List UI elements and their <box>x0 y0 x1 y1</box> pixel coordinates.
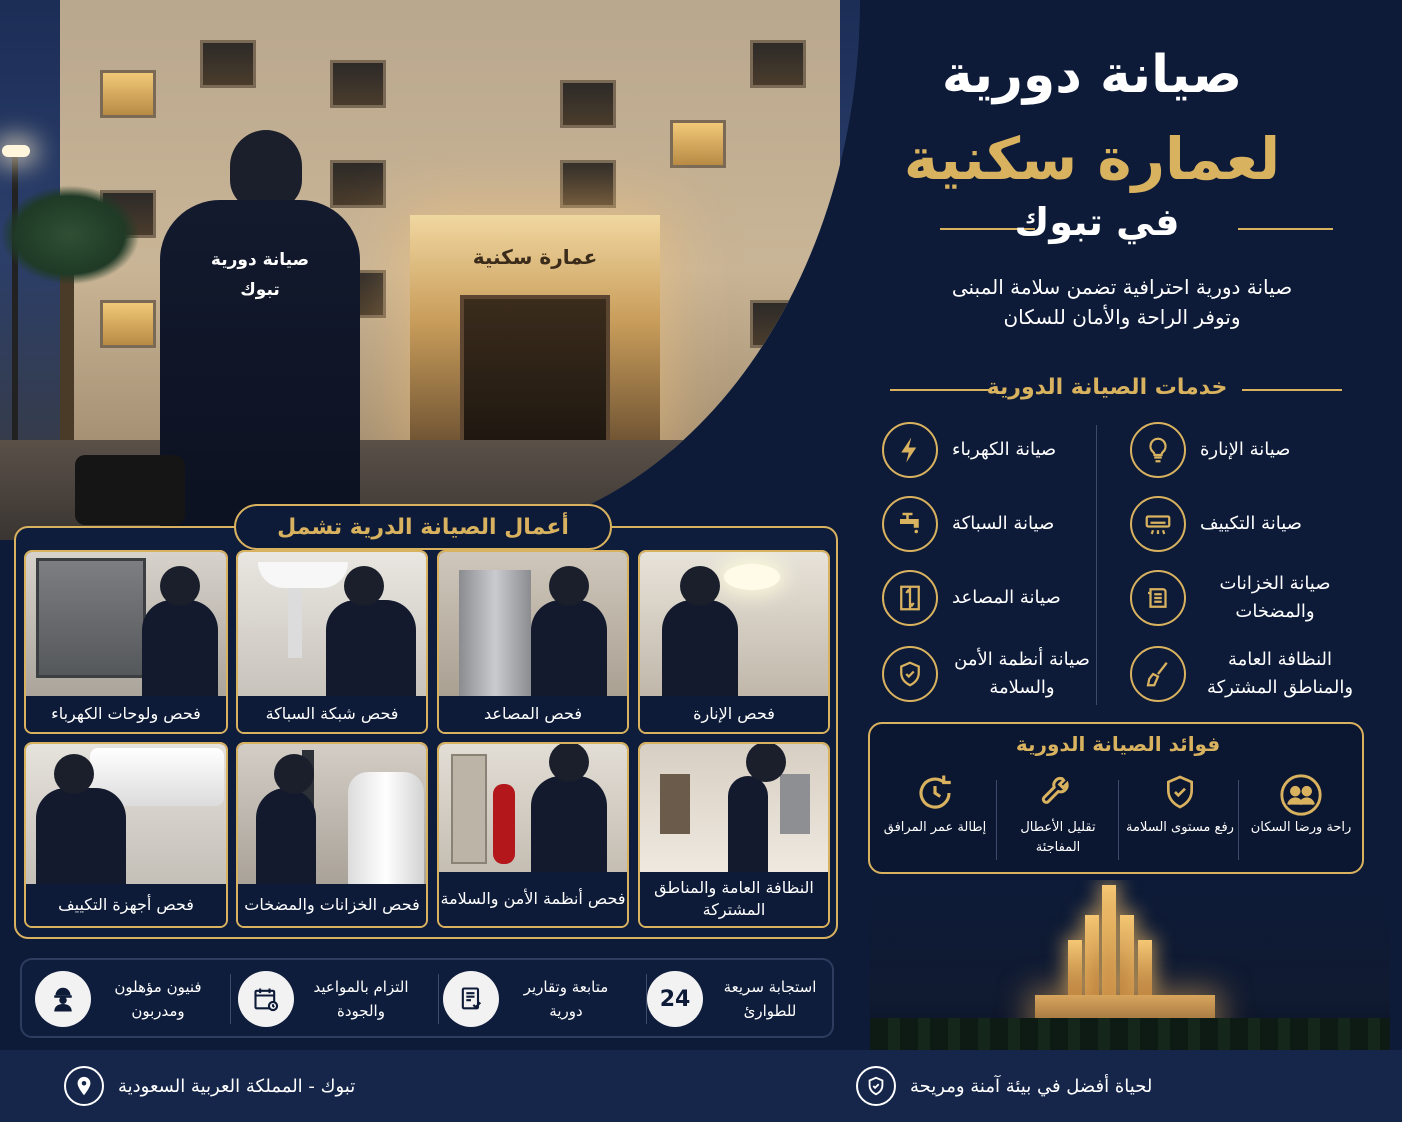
features-bar <box>20 958 834 1038</box>
works-title: أعمال الصيانة الدرية تشمل <box>234 504 612 550</box>
service-label: صيانة أنظمة الأمن والسلامة <box>954 649 1090 698</box>
shirt-line-2: تبوك <box>240 280 280 300</box>
shield-check-icon <box>882 646 938 702</box>
work-photo <box>640 744 828 876</box>
elevator-door <box>459 570 531 700</box>
footer <box>0 1050 1402 1122</box>
palm-tree-line <box>870 1018 1390 1050</box>
work-photo <box>640 552 828 700</box>
entrance-door <box>460 295 610 450</box>
building-window <box>670 120 726 168</box>
service-electricity <box>882 418 1117 482</box>
benefit-fewer-breakdowns <box>1003 772 1113 858</box>
tool-bag <box>75 455 185 525</box>
clock-refresh-icon <box>880 772 990 818</box>
feature-label: التزام بالمواعيد والجودة <box>313 978 409 1020</box>
palm-tree-leaves <box>0 185 140 285</box>
work-photo <box>439 552 627 700</box>
service-tanks <box>1130 566 1365 630</box>
shield-check-icon <box>1125 772 1235 818</box>
service-plumbing <box>882 492 1117 556</box>
24-hours-text: 24 <box>659 986 691 1012</box>
building-window <box>100 70 156 118</box>
benefits-box <box>868 722 1364 874</box>
service-label: صيانة الكهرباء <box>952 439 1057 460</box>
service-elevators <box>882 566 1117 630</box>
work-tile-electrical-panels <box>24 550 228 734</box>
building-window <box>200 40 256 88</box>
report-icon <box>443 971 499 1027</box>
hallway-door <box>660 774 690 834</box>
location-text: تبوك - المملكة العربية السعودية <box>118 1075 356 1097</box>
service-label: صيانة التكييف <box>1200 513 1302 534</box>
subtitle-line-2: وتوفر الراحة والأمان للسكان <box>1003 305 1241 329</box>
street-lamp-light <box>2 145 30 157</box>
minaret <box>1102 885 1116 995</box>
feature-technicians <box>24 960 224 1038</box>
calendar-icon <box>238 971 294 1027</box>
service-label: صيانة المصاعد <box>952 587 1061 608</box>
night-mosque-image <box>870 880 1390 1050</box>
work-photo <box>238 552 426 700</box>
feature-separator <box>230 974 231 1024</box>
building-window <box>750 40 806 88</box>
tagline-text: لحياة أفضل في بيئة آمنة ومريحة <box>910 1075 1153 1097</box>
fire-cabinet <box>451 754 487 864</box>
shirt-text <box>180 245 340 305</box>
benefit-separator <box>996 780 997 860</box>
benefits-title: فوائد الصيانة الدورية <box>1015 732 1221 756</box>
air-conditioner-icon <box>1130 496 1186 552</box>
benefit-longer-life <box>880 772 990 838</box>
work-tile-plumbing <box>236 550 428 734</box>
work-caption: فحص المصاعد <box>439 696 627 732</box>
benefit-label: رفع مستوى السلامة <box>1126 820 1234 835</box>
title-line-3: في تبوك <box>1014 200 1180 244</box>
work-caption: فحص أجهزة التكييف <box>26 884 226 926</box>
sink <box>258 562 348 588</box>
benefit-label: إطالة عمر المرافق <box>883 820 987 835</box>
services-title: خدمات الصيانة الدورية <box>986 375 1228 400</box>
work-caption: فحص الإنارة <box>640 696 828 732</box>
technician-figure <box>662 600 738 700</box>
title-rule-right <box>1238 228 1333 230</box>
subtitle <box>912 272 1332 332</box>
technician-figure <box>256 788 316 888</box>
shirt-line-1: صيانة دورية <box>210 250 310 270</box>
service-security <box>882 642 1117 706</box>
feature-separator <box>438 974 439 1024</box>
benefit-separator <box>1238 780 1239 860</box>
service-label: صيانة السباكة <box>952 513 1055 534</box>
work-tile-security <box>437 742 629 928</box>
water-tank-icon <box>1130 570 1186 626</box>
technician-figure <box>728 776 768 876</box>
faucet-icon <box>882 496 938 552</box>
feature-label: فنيون مؤهلون ومدربون <box>114 978 202 1020</box>
benefit-resident-comfort <box>1246 772 1356 838</box>
technician-figure <box>36 788 126 888</box>
work-caption: فحص أنظمة الأمن والسلامة <box>439 872 627 926</box>
technician-figure <box>142 600 218 700</box>
lightbulb-icon <box>1130 422 1186 478</box>
work-photo <box>26 552 226 700</box>
feature-separator <box>646 974 647 1024</box>
service-cleaning <box>1130 642 1365 706</box>
benefit-separator <box>1118 780 1119 860</box>
broom-icon <box>1130 646 1186 702</box>
feature-label: متابعة وتقارير دورية <box>523 978 609 1020</box>
building-window <box>330 60 386 108</box>
technician-figure <box>326 600 416 700</box>
work-caption: النظافة العامة والمناطق المشتركة <box>640 872 828 926</box>
24-hours-icon <box>647 971 703 1027</box>
shield-check-icon <box>856 1066 896 1106</box>
work-tile-lighting <box>638 550 830 734</box>
service-ac <box>1130 492 1365 556</box>
work-tile-tanks <box>236 742 428 928</box>
title-line-2: لعمارة سكنية <box>903 125 1281 193</box>
work-caption: فحص شبكة السباكة <box>238 696 426 732</box>
feature-emergency <box>636 960 836 1038</box>
minaret <box>1138 940 1152 995</box>
feature-reports <box>432 960 632 1038</box>
benefit-safety <box>1125 772 1235 838</box>
service-label: النظافة العامة والمناطق المشتركة <box>1206 649 1354 698</box>
services-rule-right <box>1242 389 1342 391</box>
fire-extinguisher <box>493 784 515 864</box>
work-caption: فحص الخزانات والمضخات <box>238 884 426 926</box>
wrench-icon <box>1003 772 1113 818</box>
building-window <box>560 80 616 128</box>
lightning-icon <box>882 422 938 478</box>
pipe <box>288 588 302 658</box>
work-photo <box>238 744 426 888</box>
footer-tagline <box>856 1064 1152 1108</box>
building-window <box>100 300 156 348</box>
title-line-1: صيانة دورية <box>941 45 1243 105</box>
work-photo <box>439 744 627 876</box>
technician-figure <box>531 600 607 700</box>
hero-photo <box>0 0 860 540</box>
technician-figure <box>531 776 607 876</box>
ceiling-light <box>724 564 780 590</box>
footer-location <box>64 1064 355 1108</box>
subtitle-line-1: صيانة دورية احترافية تضمن سلامة المبنى <box>951 275 1293 299</box>
feature-punctuality <box>227 960 427 1038</box>
work-photo <box>26 744 226 888</box>
work-caption: فحص ولوحات الكهرباء <box>26 696 226 732</box>
work-tile-ac <box>24 742 228 928</box>
service-lighting <box>1130 418 1365 482</box>
service-label: صيانة الإنارة <box>1200 439 1291 460</box>
work-tile-elevators <box>437 550 629 734</box>
minaret <box>1068 940 1082 995</box>
elevator-door <box>780 774 810 834</box>
benefit-label: تقليل الأعطال المفاجئة <box>1020 820 1096 855</box>
water-tank <box>348 772 424 888</box>
service-label: صيانة الخزانات والمضخات <box>1219 573 1331 622</box>
people-icon <box>1246 772 1356 818</box>
electrical-panel <box>36 558 146 678</box>
location-pin-icon <box>64 1066 104 1106</box>
benefit-label: راحة ورضا السكان <box>1250 820 1352 835</box>
work-tile-cleaning <box>638 742 830 928</box>
technician-head <box>230 130 302 210</box>
feature-label: استجابة سريعة للطوارئ <box>723 978 817 1020</box>
minaret <box>1120 915 1134 995</box>
minaret <box>1085 915 1099 995</box>
building-entrance <box>410 215 660 450</box>
building-window <box>560 160 616 208</box>
building-window <box>750 300 806 348</box>
technician-icon <box>35 971 91 1027</box>
building-sign: عمارة سكنية <box>472 245 598 269</box>
elevator-icon <box>882 570 938 626</box>
